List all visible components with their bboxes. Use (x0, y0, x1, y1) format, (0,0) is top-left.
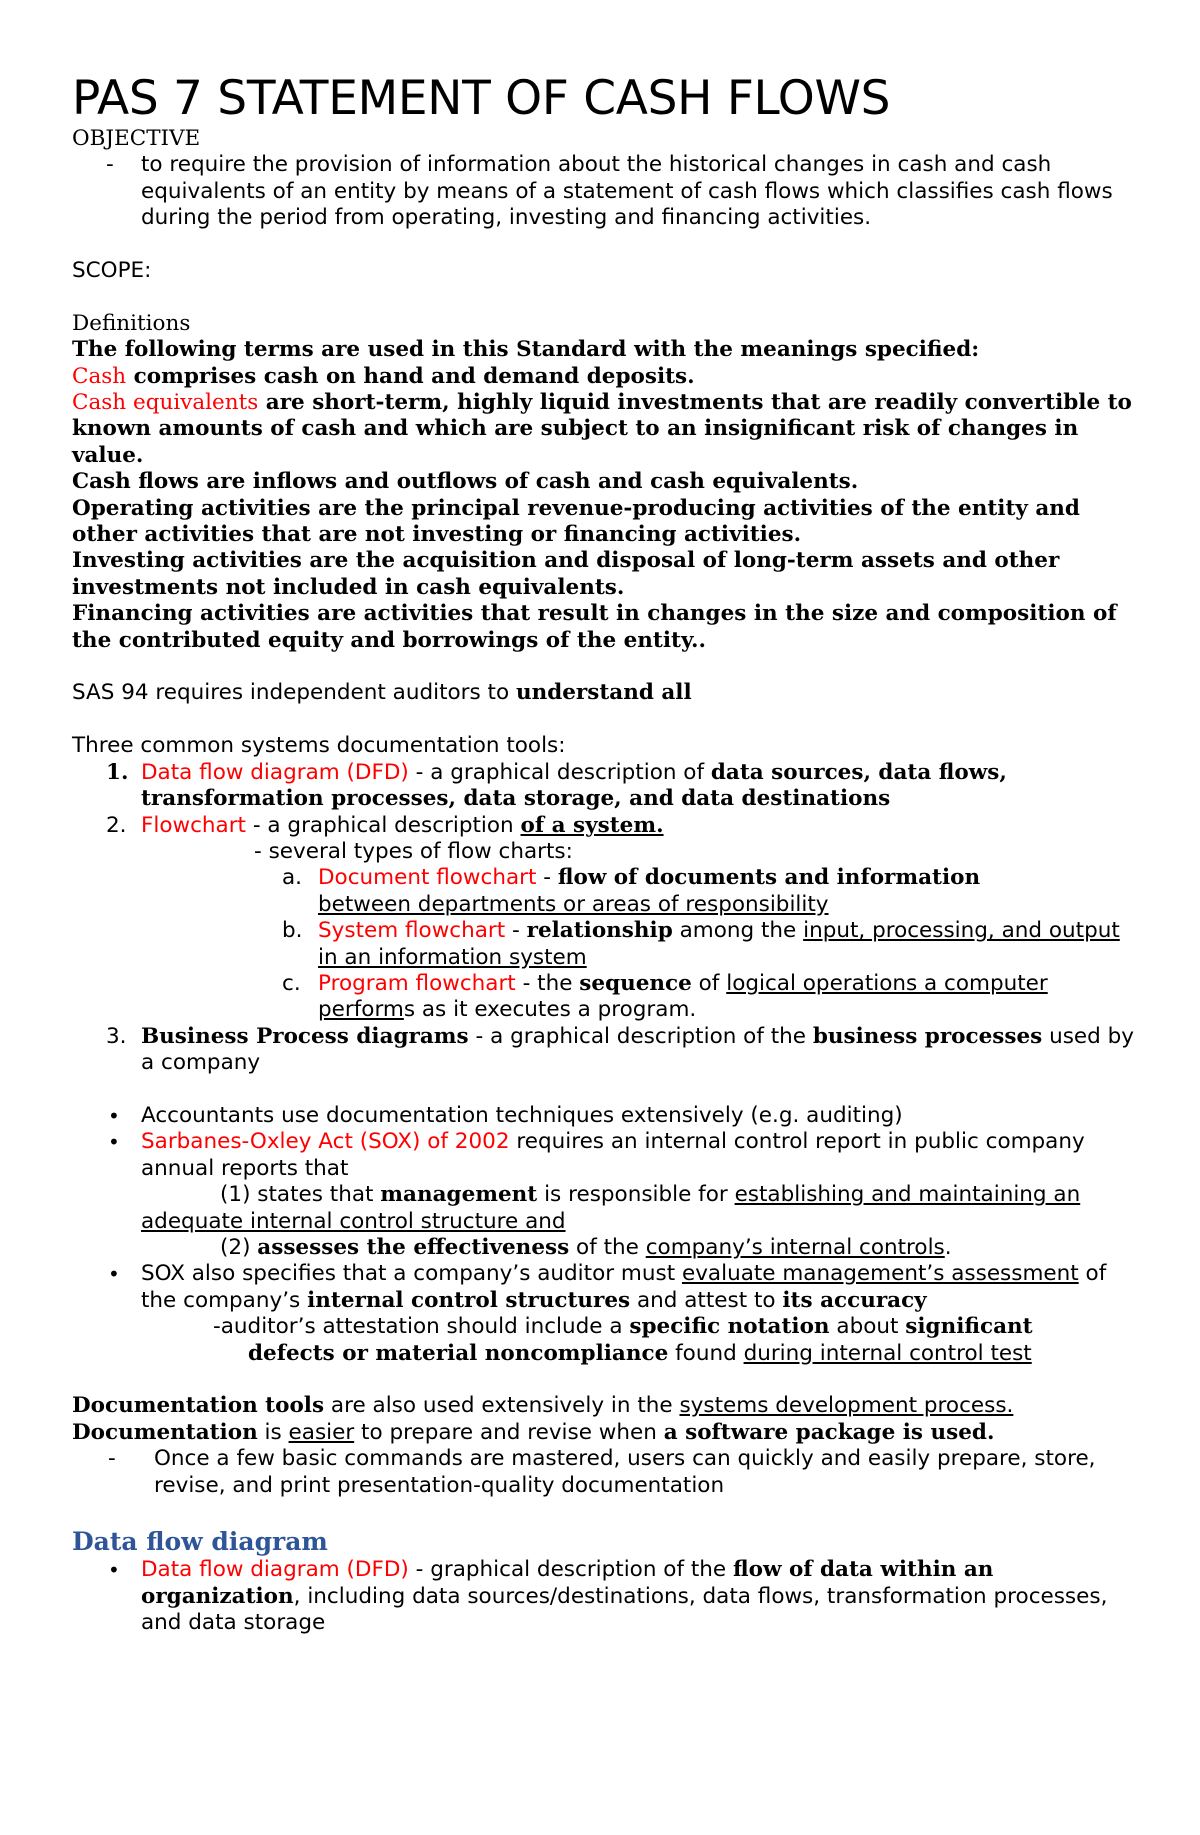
definition-investing: Investing activities are the acquisition and disposal of long-term assets and other investments not included in cash equivalents. (72, 548, 1060, 600)
documentation-line: Documentation is easier to prepare and revise when a software package is used. (72, 1419, 995, 1445)
definition-financing: Financing activities are activities that result in changes in the size and composition of the contributed equity and borrowings of the entity.. (72, 601, 1117, 653)
dfd-heading: Data flow diagram (72, 1527, 328, 1557)
tool-item-flowchart: 2. Flowchart - a graphical description of a system. (106, 812, 664, 838)
definitions-block (72, 337, 1140, 654)
term-flowchart: Flowchart (141, 812, 246, 838)
flowchart-types-intro: - several types of flow charts: (254, 838, 573, 864)
bullet-sox-auditor: • SOX also specifies that a company’s auditor must evaluate management’s assessment of the company’s internal control structures and attest to its accuracy -auditor’s attestation should include a specific notation about significant defects or material noncompliance found during internal control test (108, 1261, 1107, 1366)
definition-cash: Cash comprises cash on hand and demand deposits. (72, 363, 695, 389)
page-title: PAS 7 STATEMENT OF CASH FLOWS (72, 71, 891, 126)
scope-label: SCOPE: (72, 258, 152, 284)
objective-heading: OBJECTIVE (72, 126, 201, 151)
term-cash: Cash (72, 363, 127, 389)
tool-item-dfd: 1. Data flow diagram (DFD) - a graphical description of data sources, data flows, transformation processes, data storage, and data destinations (106, 759, 1007, 812)
doc-tools-line: Documentation tools are also used extensively in the systems development process. (72, 1393, 1014, 1419)
definitions-heading: Definitions (72, 310, 191, 336)
objective-item (72, 152, 1140, 231)
definition-cash-flows: Cash flows are inflows and outflows of cash and cash equivalents. (72, 469, 859, 495)
term-sox: Sarbanes-Oxley Act (SOX) of 2002 (141, 1129, 510, 1155)
term-dfd-2: Data flow diagram (DFD) (141, 1557, 409, 1583)
flowchart-type-document: a. Document flowchart - flow of documents and information between departments or areas of responsibility (282, 865, 981, 917)
sas-line: SAS 94 requires independent auditors to understand all (72, 680, 692, 706)
flowchart-type-program: c. Program flowchart - the sequence of logical operations a computer performs as it executes a program. (282, 970, 1048, 1023)
definition-operating: Operating activities are the principal revenue-producing activities of the entity and other activities that are not investing or financing activities. (72, 495, 1080, 548)
bullet-sox: • Sarbanes-Oxley Act (SOX) of 2002 requires an internal control report in public company annual reports that (1) states that management is responsible for establishing and maintaining an adequate internal control structure and (2) assesses the effectiveness of the company’s internal controls. (108, 1129, 1085, 1260)
term-cash-equivalents: Cash equivalents (72, 390, 259, 416)
tools-intro: Three common systems documentation tools: (72, 733, 566, 759)
doc-tools-dash-item: - Once a few basic commands are mastered, users can quickly and easily prepare, store, revise, and print presentation-quality documentation (108, 1446, 1096, 1498)
tool-item-business-process: 3. Business Process diagrams - a graphical description of the business processes used by a company (106, 1023, 1135, 1076)
dash-marker: - (106, 152, 114, 178)
definition-cash-equivalents: Cash equivalents are short-term, highly liquid investments that are readily convertible to known amounts of cash and which are subject to an insignificant risk of changes in value. (72, 390, 1132, 468)
bullet-dfd: • Data flow diagram (DFD) - graphical description of the flow of data within an organization, including data sources/destinations, data flows, transformation processes, and data storage (108, 1557, 1108, 1636)
objective-text: to require the provision of information about the historical changes in cash and cash equivalents of an entity by means of a statement of cash flows which classifies cash flows during the period from operating, investing and financing activities. (141, 152, 1113, 231)
definitions-intro: The following terms are used in this Standard with the meanings specified: (72, 337, 980, 363)
term-dfd: Data flow diagram (DFD) (141, 759, 409, 785)
flowchart-type-system: b. System flowchart - relationship among the input, processing, and output in an information system (282, 918, 1120, 970)
bullet-accountants: • Accountants use documentation techniques extensively (e.g. auditing) (108, 1102, 903, 1128)
